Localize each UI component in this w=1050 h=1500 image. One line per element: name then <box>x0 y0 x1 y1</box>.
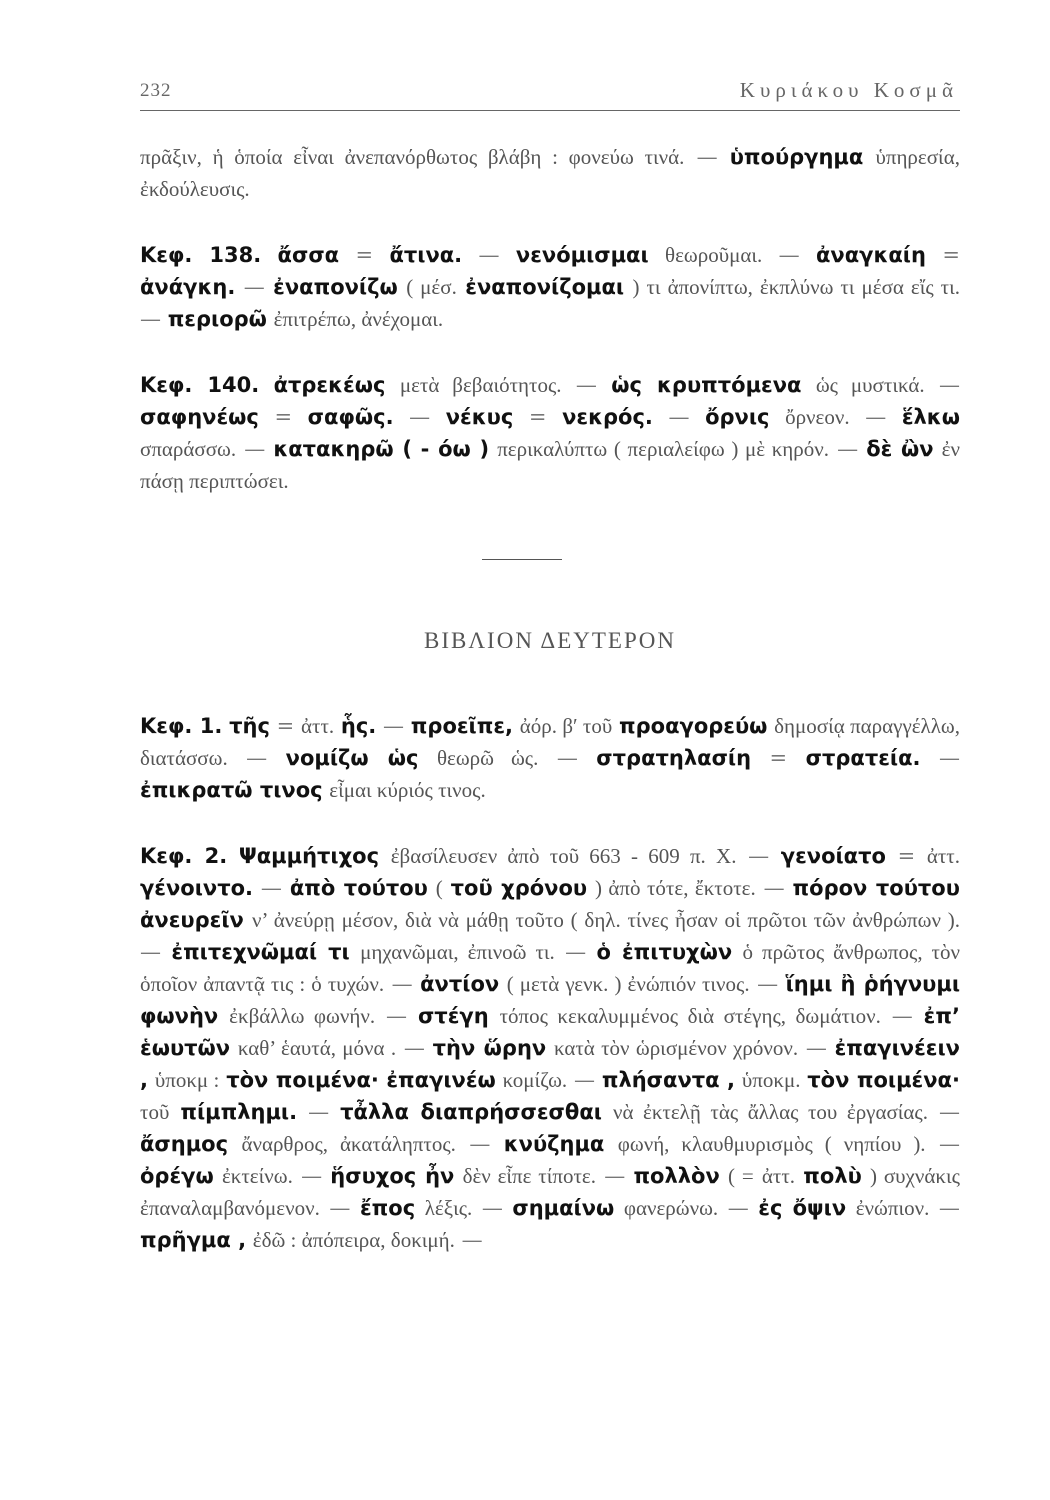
lemma: σαφηνέως <box>140 405 259 429</box>
em-dash: — <box>763 876 785 900</box>
lemma: ἀτρεκέως <box>273 373 386 397</box>
gloss: φανερώνω. <box>623 1196 719 1220</box>
lemma: ἐπαγινέειν , <box>140 1036 960 1092</box>
equals-sign: = <box>769 746 788 770</box>
gloss: ὑποκμ. <box>741 1068 801 1092</box>
em-dash: — <box>778 243 800 267</box>
lemma: στέγη <box>417 1004 489 1028</box>
lemma: κνύζημα <box>503 1132 605 1156</box>
lemma: πολλὸν <box>633 1164 720 1188</box>
running-title: Κυριάκου Κοσμᾶ <box>739 78 958 102</box>
gloss: δὲν εἶπε τίποτε. <box>462 1164 596 1188</box>
em-dash: — <box>403 1036 425 1060</box>
em-dash: — <box>308 1100 330 1124</box>
chapter-label: Κεφ. 1. <box>140 714 223 738</box>
gloss: ἐκτείνω. <box>221 1164 293 1188</box>
lemma: πόρον τούτου ἀνευρεῖν <box>140 876 960 932</box>
em-dash: — <box>383 714 405 738</box>
lemma: νενόμισμαι <box>515 243 649 267</box>
gloss: ὑποκμ : <box>154 1068 220 1092</box>
lemma: ἄσημος <box>140 1132 229 1156</box>
lemma: δὲ ὢν <box>866 437 934 461</box>
lemma: τοῦ χρόνου <box>450 876 588 900</box>
gloss: φωνή, κλαυθμυρισμὸς ( νηπίου ). <box>617 1132 926 1156</box>
gloss: τοῦ <box>140 1100 170 1124</box>
em-dash: — <box>574 1068 595 1092</box>
book-heading: ΒΙΒΛΙΟΝ ΔΕΥΤΕΡΟΝ <box>424 628 676 653</box>
lemma: ἥσυχος ἦν <box>330 1164 455 1188</box>
lemma: σαφῶς. <box>307 405 394 429</box>
gloss: πρᾶξιν, ἡ ὁποία εἶναι ἀνεπανόρθωτος βλάβη : φονεύω τινά. <box>140 145 685 169</box>
equals-sign: = <box>355 243 374 267</box>
lemma: ἐς ὄψιν <box>758 1196 847 1220</box>
gloss: μετὰ βεβαιότητος. <box>399 373 562 397</box>
gloss: ὁ πρῶτος ἄνθρωπος, τὸν ὁποῖον ἀπαντᾷ τις : ὁ τυχών. <box>140 940 960 996</box>
gloss: ἐβασίλευσεν ἀπὸ τοῦ 663 - 609 π. Χ. <box>390 844 737 868</box>
em-dash: — <box>478 243 500 267</box>
lemma: ἐναπονίζω <box>273 275 398 299</box>
em-dash: — <box>575 373 597 397</box>
lemma: νεκρός. <box>562 405 653 429</box>
gloss: εἶμαι κύριός τινος. <box>329 778 486 802</box>
equals-sign: = <box>276 714 295 738</box>
lemma: περιορῶ <box>167 307 267 331</box>
em-dash: — <box>391 972 413 996</box>
lemma: ἀναγκαίη <box>816 243 926 267</box>
gloss: θεωρῶ ὡς. <box>436 746 539 770</box>
em-dash: — <box>939 373 960 397</box>
lemma: ἕλκω <box>901 405 960 429</box>
gloss: ὡς μυστικά. <box>815 373 925 397</box>
gloss: κομίζω. <box>502 1068 568 1092</box>
gloss: ἐπιτρέπω, ἀνέχομαι. <box>273 307 444 331</box>
em-dash: — <box>891 1004 913 1028</box>
gloss: ) ἀπὸ τότε, ἔκτοτε. <box>594 876 756 900</box>
gloss: ν’ ἀνεύρῃ μέσον, διὰ νὰ μάθῃ τοῦτο ( δηλ. τίνες ἦσαν οἱ πρῶτοι τῶν ἀνθρώπων ). <box>252 908 960 932</box>
gloss: ἀττ. <box>761 1164 796 1188</box>
em-dash: — <box>246 746 268 770</box>
equals-sign: = <box>528 405 547 429</box>
lemma: Ψαμμήτιχος <box>238 844 380 868</box>
gloss: θεωροῦμαι. <box>665 243 763 267</box>
lemma: πολὺ <box>803 1164 862 1188</box>
lemma: τὴν ὥρην <box>432 1036 547 1060</box>
equals-sign: = <box>942 243 960 267</box>
gloss: σπαράσσω. <box>140 437 237 461</box>
em-dash: — <box>329 1196 351 1220</box>
em-dash: — <box>140 940 161 964</box>
em-dash: — <box>556 746 578 770</box>
em-dash: — <box>865 405 887 429</box>
equals-sign: = <box>897 844 916 868</box>
em-dash: — <box>244 437 266 461</box>
lemma: στρατηλασίη <box>596 746 752 770</box>
em-dash: — <box>668 405 690 429</box>
lemma: προαγορεύω <box>619 714 768 738</box>
chapter-2-entry <box>140 840 960 1256</box>
gloss: ( μετὰ γενκ. ) ἐνώπιόν τινος. <box>506 972 750 996</box>
em-dash: — <box>301 1164 323 1188</box>
lemma: ἐναπονίζομαι <box>465 275 625 299</box>
lemma: νέκυς <box>445 405 514 429</box>
lemma: τὸν ποιμένα· ἐπαγινέω <box>226 1068 496 1092</box>
lemma: τἆλλα διαπρήσσεσθαι <box>340 1100 602 1124</box>
section-divider <box>482 559 562 560</box>
em-dash: — <box>260 876 282 900</box>
em-dash: — <box>805 1036 827 1060</box>
em-dash: — <box>461 1228 483 1252</box>
lemma: ὡς κρυπτόμενα <box>611 373 802 397</box>
lemma: ἀνάγκη. <box>140 275 236 299</box>
gloss: περικαλύπτω ( περιαλείφω ) μὲ κηρόν. <box>497 437 829 461</box>
lemma: ἐπ’ ἑωυτῶν <box>140 1004 960 1060</box>
running-head <box>140 70 960 111</box>
lemma: ὀρέγω <box>140 1164 214 1188</box>
gloss: λέξις. <box>424 1196 473 1220</box>
equals-sign: = <box>274 405 293 429</box>
lemma: ἄσσα <box>277 243 340 267</box>
lemma: ἄτινα. <box>389 243 463 267</box>
em-dash: — <box>481 1196 503 1220</box>
book-page <box>140 70 960 1256</box>
gloss: ( μέσ. <box>406 275 457 299</box>
gloss: τόπος κεκαλυμμένος διὰ στέγης, δωμάτιον. <box>499 1004 881 1028</box>
em-dash: — <box>409 405 431 429</box>
lemma: ἐπιτεχνῶμαί τι <box>171 940 350 964</box>
gloss: ἐνώπιον. <box>855 1196 930 1220</box>
lemma: ὑπούργημα <box>729 145 864 169</box>
chapter-1-entry <box>140 710 960 806</box>
lemma: γενοίατο <box>780 844 886 868</box>
lemma: γένοιντο. <box>140 876 254 900</box>
em-dash: — <box>469 1132 491 1156</box>
chapter-label: Κεφ. 2. <box>140 844 228 868</box>
lemma: πλήσαντα , <box>601 1068 736 1092</box>
lemma: προεῖπε, <box>410 714 514 738</box>
gloss: ἀόρ. β′ τοῦ <box>519 714 613 738</box>
em-dash: — <box>837 437 859 461</box>
gloss: ἐν πάσῃ περιπτώσει. <box>140 437 960 493</box>
em-dash: — <box>727 1196 749 1220</box>
gloss: ἐκβάλλω φωνήν. <box>229 1004 376 1028</box>
gloss: ἀττ. <box>926 844 960 868</box>
em-dash: — <box>604 1164 626 1188</box>
lemma: πίμπλημι. <box>180 1100 298 1124</box>
em-dash: — <box>939 746 960 770</box>
em-dash: — <box>140 307 161 331</box>
lemma: ἵημι ἢ ῥήγνυμι φωνὴν <box>140 972 961 1028</box>
em-dash: — <box>757 972 779 996</box>
gloss: ( = <box>728 1164 754 1188</box>
continued-entry <box>140 141 960 205</box>
lemma: στρατεία. <box>805 746 921 770</box>
gloss: κατὰ τὸν ὡρισμένον χρόνον. <box>553 1036 799 1060</box>
em-dash: — <box>565 940 587 964</box>
lemma: ἐπικρατῶ τινος <box>140 778 323 802</box>
lemma: τῆς <box>229 714 270 738</box>
gloss: ὑπηρεσία, ἐκδούλευσις. <box>140 145 960 201</box>
gloss: ἀττ. <box>301 714 335 738</box>
gloss: ( <box>435 876 443 900</box>
lemma: νομίζω ὡς <box>285 746 419 770</box>
lemma: πρῆγμα , <box>140 1228 247 1252</box>
em-dash: — <box>938 1196 960 1220</box>
gloss: μηχανῶμαι, ἐπινοῶ τι. <box>360 940 555 964</box>
em-dash: — <box>939 1100 960 1124</box>
gloss: ὄρνεον. <box>785 405 850 429</box>
gloss: δημοσίᾳ παραγγέλλω, διατάσσω. <box>140 714 960 770</box>
chapter-label: Κεφ. 140. <box>140 373 260 397</box>
gloss: ἄναρθρος, ἀκατάληπτος. <box>241 1132 456 1156</box>
page-number: 232 <box>140 80 172 101</box>
gloss: ) τι ἀπονίπτω, ἐκπλύνω τι μέσα εἴς τι. <box>632 275 961 299</box>
em-dash: — <box>386 1004 408 1028</box>
chapter-label: Κεφ. 138. <box>140 243 262 267</box>
em-dash: — <box>938 1132 960 1156</box>
lemma: σημαίνω <box>512 1196 615 1220</box>
em-dash: — <box>243 275 265 299</box>
em-dash: — <box>696 145 718 169</box>
lemma: ἀπὸ τούτου <box>289 876 428 900</box>
chapter-140-entry <box>140 369 960 497</box>
lemma: τὸν ποιμένα· <box>807 1068 960 1092</box>
lemma: ἧς. <box>340 714 377 738</box>
lemma: κατακηρῶ ( - όω ) <box>273 437 490 461</box>
em-dash: — <box>748 844 770 868</box>
lemma: ἀντίον <box>420 972 500 996</box>
gloss: καθ’ ἑαυτά, μόνα . <box>237 1036 397 1060</box>
lemma: ἔπος <box>359 1196 416 1220</box>
lemma: ὁ ἐπιτυχὼν <box>596 940 733 964</box>
chapter-138-entry <box>140 239 960 335</box>
lemma: ὄρνις <box>705 405 770 429</box>
gloss: ἐδῶ : ἀπόπειρα, δοκιμή. <box>252 1228 455 1252</box>
gloss: ) συχνάκις ἐπαναλαμβανόμενον. <box>140 1164 960 1220</box>
gloss: νὰ ἐκτελῇ τὰς ἄλλας του ἐργασίας. <box>612 1100 928 1124</box>
